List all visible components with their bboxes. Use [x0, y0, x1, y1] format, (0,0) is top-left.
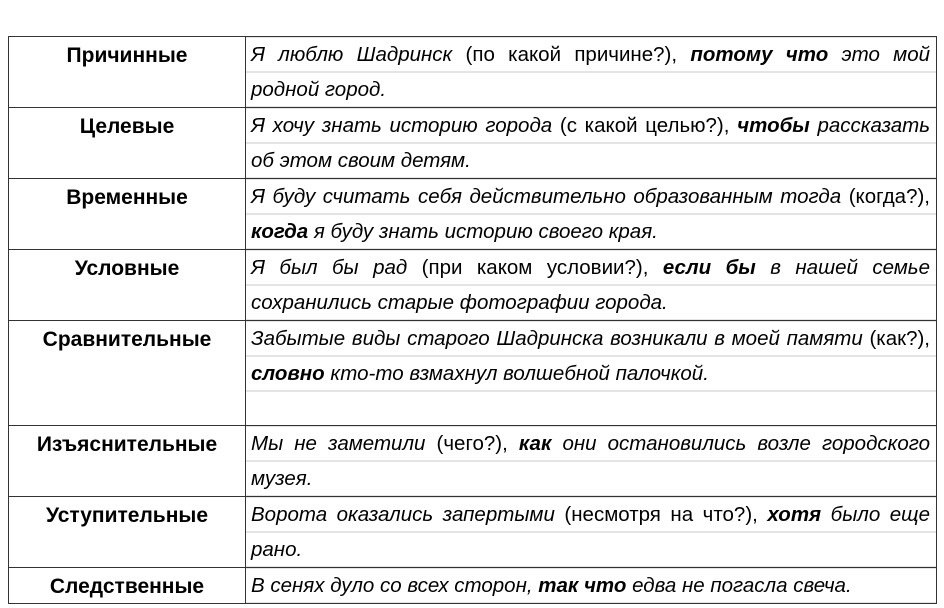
- conjunction: так что: [538, 574, 627, 597]
- conjunction: хотя: [767, 503, 822, 526]
- conjunction: если бы: [662, 256, 756, 279]
- sentence-end: едва не погасла свеча.: [626, 574, 852, 597]
- spacer: [758, 503, 768, 526]
- sentence-end: рассказать об этом своим детям.: [251, 114, 930, 172]
- table-row: [9, 108, 937, 179]
- table-row: [9, 426, 937, 497]
- example-sentence: [251, 497, 930, 567]
- question-text: (когда?),: [848, 185, 930, 208]
- table-row: [9, 179, 937, 250]
- example-sentence: [251, 108, 930, 178]
- example-sentence: [251, 568, 930, 603]
- clause-type-cell: [9, 179, 246, 250]
- conjunction: когда: [251, 220, 309, 243]
- example-cell: [246, 321, 937, 426]
- sentence-start: В сенях дуло со всех сторон,: [251, 574, 539, 597]
- conjunction: как: [518, 432, 552, 455]
- table-body: [9, 37, 937, 604]
- example-cell: [246, 108, 937, 179]
- example-cell: [246, 37, 937, 108]
- spacer: [677, 43, 690, 66]
- table-row: [9, 321, 937, 426]
- clause-type-label: Причинные: [66, 44, 188, 67]
- table-row: [9, 250, 937, 321]
- sentence-end: кто-то взмахнул волшебной палочкой.: [324, 362, 709, 385]
- example-cell: [246, 568, 937, 604]
- example-sentence: [251, 37, 930, 107]
- question-text: (по какой причине?),: [465, 43, 678, 66]
- sentence-end: было еще рано.: [251, 503, 931, 561]
- conjunction: словно: [251, 362, 325, 385]
- example-cell: [246, 250, 937, 321]
- clause-type-label: Целевые: [79, 115, 175, 138]
- example-cell: [246, 497, 937, 568]
- conjunction: чтобы: [737, 114, 810, 137]
- question-text: (чего?),: [436, 432, 508, 455]
- sentence-end: это мой родной город.: [251, 43, 931, 101]
- clause-type-label: Сравнительные: [42, 328, 212, 351]
- table-row: [9, 37, 937, 108]
- conjunction: потому что: [690, 43, 829, 66]
- question-text: (с какой целью?),: [559, 114, 730, 137]
- clause-type-cell: [9, 321, 246, 426]
- sentence-start: Забытые виды старого Шадринска возникали в моей памяти: [251, 327, 870, 350]
- spacer: [648, 256, 662, 279]
- example-cell: [246, 179, 937, 250]
- sentence-start: Я был бы рад: [251, 256, 422, 279]
- example-sentence: [251, 179, 930, 249]
- clause-type-cell: [9, 250, 246, 321]
- clause-type-label: Изъяснительные: [36, 433, 218, 456]
- clause-type-label: Условные: [74, 257, 180, 280]
- clause-type-label: Следственные: [49, 575, 205, 598]
- sentence-start: Ворота оказались запертыми: [251, 503, 565, 526]
- clause-types-table: [8, 36, 937, 604]
- sentence-start: Мы не заметили: [251, 432, 437, 455]
- example-cell: [246, 426, 937, 497]
- clause-type-cell: [9, 568, 246, 604]
- example-sentence: [251, 426, 930, 496]
- sentence-start: Я хочу знать историю города: [251, 114, 560, 137]
- example-sentence: [251, 321, 930, 391]
- clause-type-label: Уступительные: [45, 504, 208, 527]
- clause-type-cell: [9, 37, 246, 108]
- clause-type-cell: [9, 426, 246, 497]
- sentence-end: они остановились возле городского музея.: [251, 432, 931, 490]
- clause-type-label: Временные: [66, 186, 188, 209]
- spacer: [508, 432, 519, 455]
- table-row: [9, 568, 937, 604]
- question-text: (несмотря на что?),: [564, 503, 758, 526]
- example-sentence: [251, 250, 930, 320]
- question-text: (при каком условии?),: [421, 256, 649, 279]
- clause-type-cell: [9, 497, 246, 568]
- sentence-start: Я буду считать себя действительно образованным тогда: [251, 185, 849, 208]
- question-text: (как?),: [869, 327, 930, 350]
- clause-type-cell: [9, 108, 246, 179]
- sentence-end: в нашей семье сохранились старые фотографии города.: [251, 256, 930, 314]
- spacer: [729, 114, 737, 137]
- table-row: [9, 497, 937, 568]
- sentence-start: Я люблю Шадринск: [251, 43, 466, 66]
- sentence-end: я буду знать историю своего края.: [308, 220, 658, 243]
